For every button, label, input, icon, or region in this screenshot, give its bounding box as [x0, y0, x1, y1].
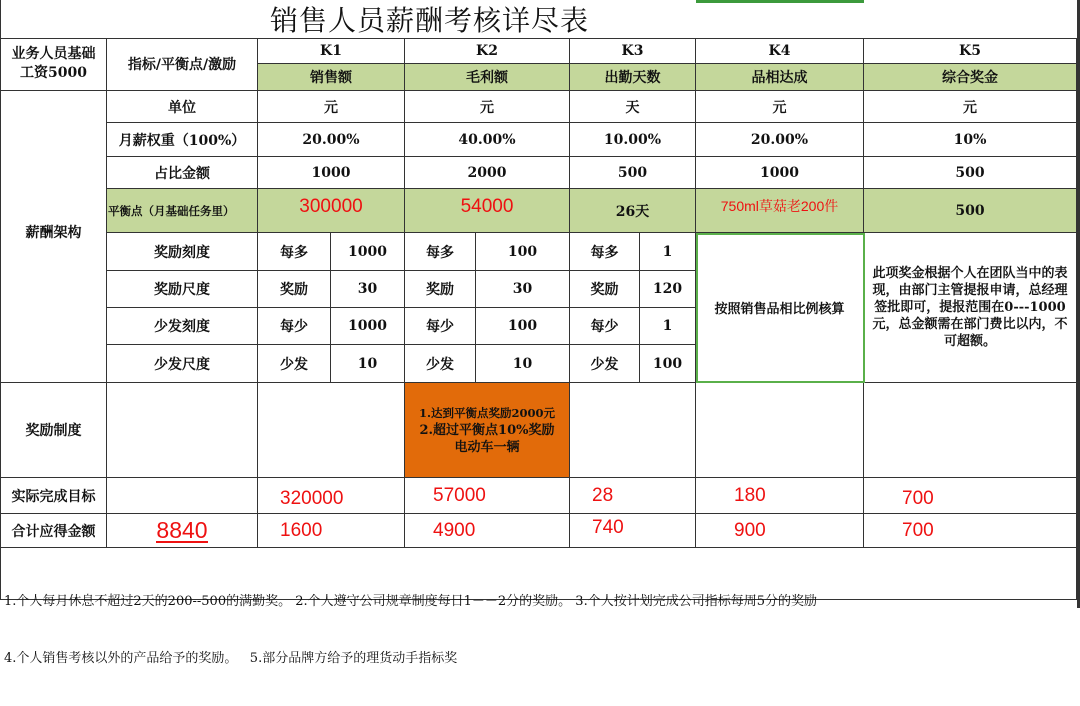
unit-k1[interactable]: 元 — [258, 91, 405, 123]
k4-code[interactable]: K4 — [696, 38, 864, 64]
actual-k4[interactable]: 180 — [696, 478, 864, 514]
balance-k3[interactable]: 26天 — [570, 189, 696, 233]
incentive-k1[interactable] — [258, 383, 405, 478]
penalty-size-k2-value[interactable]: 10 — [476, 345, 570, 383]
actual-k1[interactable]: 320000 — [258, 478, 405, 514]
metric-header[interactable]: 指标/平衡点/激励 — [107, 38, 258, 91]
penalty-size-k3-value[interactable]: 100 — [640, 345, 696, 383]
incentive-k2[interactable] — [405, 383, 570, 478]
total-sum[interactable] — [107, 514, 258, 548]
reward-size-k1-value[interactable]: 30 — [331, 271, 405, 308]
balance-k5[interactable]: 500 — [864, 189, 1077, 233]
balance-k2[interactable]: 54000 — [405, 189, 570, 233]
balance-k1[interactable]: 300000 — [258, 189, 405, 233]
k2-code[interactable]: K2 — [405, 38, 570, 64]
penalty-scale-k1-value[interactable]: 1000 — [331, 308, 405, 345]
penalty-size-k3-text[interactable]: 少发 — [570, 345, 640, 383]
actual-label[interactable]: 实际完成目标 — [1, 478, 107, 514]
total-k2[interactable]: 4900 — [405, 514, 570, 548]
footer-line-2: 4.个人销售考核以外的产品给予的奖励。 5.部分品牌方给予的理货动手指标奖 — [4, 651, 458, 666]
penalty-size-k2-text[interactable]: 少发 — [405, 345, 476, 383]
weight-k2[interactable]: 40.00% — [405, 123, 570, 157]
total-sum-value: 8840 — [156, 516, 208, 543]
weight-k4[interactable]: 20.00% — [696, 123, 864, 157]
incentive-k3[interactable] — [570, 383, 696, 478]
unit-k5[interactable]: 元 — [864, 91, 1077, 123]
actual-k2[interactable]: 57000 — [405, 478, 570, 514]
weight-k3[interactable]: 10.00% — [570, 123, 696, 157]
k5-code[interactable]: K5 — [864, 38, 1077, 64]
amount-k2[interactable]: 2000 — [405, 157, 570, 189]
total-label[interactable]: 合计应得金额 — [1, 514, 107, 548]
k3-name[interactable]: 出勤天数 — [570, 64, 696, 91]
incentive-line-3: 电动车一辆 — [454, 439, 520, 455]
sheet-title[interactable] — [0, 0, 1078, 39]
penalty-scale-k2-text[interactable]: 每少 — [405, 308, 476, 345]
base-salary-text: 业务人员基础工资5000 — [11, 46, 96, 81]
incentive-line-1: 1.达到平衡点奖励2000元 — [418, 405, 555, 420]
weight-k1[interactable]: 20.00% — [258, 123, 405, 157]
amount-label[interactable]: 占比金额 — [107, 157, 258, 189]
reward-scale-k1-value[interactable]: 1000 — [331, 233, 405, 271]
reward-size-k1-text[interactable]: 奖励 — [258, 271, 331, 308]
amount-k3[interactable]: 500 — [570, 157, 696, 189]
reward-scale-label[interactable]: 奖励刻度 — [107, 233, 258, 271]
penalty-scale-label[interactable]: 少发刻度 — [107, 308, 258, 345]
unit-label[interactable]: 单位 — [107, 91, 258, 123]
unit-k2[interactable]: 元 — [405, 91, 570, 123]
amount-k1[interactable]: 1000 — [258, 157, 405, 189]
incentive-label[interactable]: 奖励制度 — [1, 383, 107, 478]
reward-scale-k3-value[interactable]: 1 — [640, 233, 696, 271]
balance-label[interactable]: 平衡点（月基础任务里） — [107, 189, 258, 233]
reward-size-label[interactable]: 奖励尺度 — [107, 271, 258, 308]
total-k4[interactable]: 900 — [696, 514, 864, 548]
actual-k3[interactable]: 28 — [570, 478, 696, 514]
penalty-scale-k1-text[interactable]: 每少 — [258, 308, 331, 345]
penalty-scale-k2-value[interactable]: 100 — [476, 308, 570, 345]
reward-scale-k1-text[interactable]: 每多 — [258, 233, 331, 271]
total-k5[interactable]: 700 — [864, 514, 1077, 548]
total-k3[interactable]: 740 — [570, 514, 696, 548]
reward-size-k3-value[interactable]: 120 — [640, 271, 696, 308]
actual-k5[interactable]: 700 — [864, 478, 1077, 514]
reward-size-k3-text[interactable]: 奖励 — [570, 271, 640, 308]
section-salary-structure[interactable]: 薪酬架构 — [1, 91, 107, 383]
reward-size-k2-value[interactable]: 30 — [476, 271, 570, 308]
actual-blank[interactable] — [107, 478, 258, 514]
penalty-size-label[interactable]: 少发尺度 — [107, 345, 258, 383]
reward-scale-k2-value[interactable]: 100 — [476, 233, 570, 271]
incentive-blank-1[interactable] — [107, 383, 258, 478]
unit-k4[interactable]: 元 — [696, 91, 864, 123]
k4-note[interactable]: 按照销售品相比例核算 — [696, 233, 864, 383]
k4-name[interactable]: 品相达成 — [696, 64, 864, 91]
k3-code[interactable]: K3 — [570, 38, 696, 64]
footer-notes[interactable] — [0, 548, 1077, 666]
reward-scale-k3-text[interactable]: 每多 — [570, 233, 640, 271]
incentive-k4[interactable] — [696, 383, 864, 478]
total-k1[interactable]: 1600 — [258, 514, 405, 548]
incentive-line-2: 2.超过平衡点10%奖励 — [419, 422, 555, 438]
reward-size-k2-text[interactable]: 奖励 — [405, 271, 476, 308]
penalty-size-k1-text[interactable]: 少发 — [258, 345, 331, 383]
footer-line-1: 1.个人每月休息不超过2天的200--500的满勤奖。 2.个人遵守公司规章制度每日1－－2分的奖励。 3.个人按计划完成公司指标每周5分的奖励 — [4, 594, 817, 609]
sheet-title-text: 销售人员薪酬考核详尽表 — [269, 4, 589, 37]
unit-k3[interactable]: 天 — [570, 91, 696, 123]
penalty-scale-k3-value[interactable]: 1 — [640, 308, 696, 345]
amount-k4[interactable]: 1000 — [696, 157, 864, 189]
k5-name[interactable]: 综合奖金 — [864, 64, 1077, 91]
penalty-scale-k3-text[interactable]: 每少 — [570, 308, 640, 345]
reward-scale-k2-text[interactable]: 每多 — [405, 233, 476, 271]
k2-name[interactable]: 毛利额 — [405, 64, 570, 91]
weight-k5[interactable]: 10% — [864, 123, 1077, 157]
penalty-size-k1-value[interactable]: 10 — [331, 345, 405, 383]
base-salary-header[interactable] — [1, 38, 107, 91]
k1-code[interactable]: K1 — [258, 38, 405, 64]
balance-k4[interactable]: 750ml草菇老200件 — [696, 189, 864, 233]
weight-label[interactable]: 月薪权重（100%） — [107, 123, 258, 157]
k5-note[interactable]: 此项奖金根据个人在团队当中的表现，由部门主管提报申请，总经理签批即可，提报范围在0---1000元，总金额需在部门费比以内，不可超额。 — [864, 233, 1077, 383]
incentive-k5[interactable] — [864, 383, 1077, 478]
k1-name[interactable]: 销售额 — [258, 64, 405, 91]
amount-k5[interactable]: 500 — [864, 157, 1077, 189]
